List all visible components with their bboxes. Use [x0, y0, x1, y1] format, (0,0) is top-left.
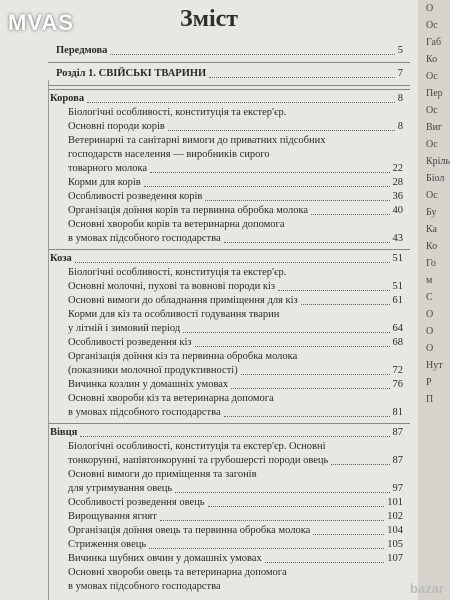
toc-entry [0, 510, 418, 524]
adjacent-page-fragment: Нут [426, 360, 443, 371]
toc-entry-title: Вичинка козлин у домашніх умовах [68, 379, 229, 390]
adjacent-page-fragment: О [426, 326, 434, 337]
dot-leader [265, 562, 384, 563]
toc-entry [0, 134, 418, 148]
adjacent-page-fragment: Бу [426, 207, 437, 218]
separator [48, 249, 410, 250]
dot-leader [311, 214, 390, 215]
toc-entry-page: 105 [387, 539, 403, 550]
toc-entry-title: Біологічні особливості, конституція та екстер'єр. [68, 267, 287, 278]
adjacent-page-fragment: Габ [426, 37, 442, 48]
toc-entry-title: Основні вимоги до приміщення та загонів [68, 469, 257, 480]
dot-leader [168, 130, 395, 131]
toc-entry-title: Вирощування ягнят [68, 511, 157, 522]
toc-entry-title: Організація доїння кіз та первинна обробка молока [68, 351, 298, 362]
adjacent-page-fragment: Ос [426, 71, 438, 82]
toc-entry [0, 294, 418, 308]
dot-leader [331, 464, 390, 465]
dot-leader [149, 548, 384, 549]
toc-entry-title: Основні вимоги до обладнання приміщення для кіз [68, 295, 298, 306]
dot-leader [150, 172, 390, 173]
toc-entry [0, 252, 418, 266]
dot-leader [224, 242, 390, 243]
toc-entry-page: 8 [397, 121, 403, 132]
dot-leader [205, 200, 390, 201]
toc-entry-page: 101 [387, 497, 403, 508]
toc-entry-title: Ветеринарні та санітарні вимоги до приватних підсобних [68, 135, 326, 146]
dot-leader [110, 54, 395, 55]
toc-entry [0, 232, 418, 246]
toc-entry-title: Основні молочні, пухові та вовнові породи кіз [68, 281, 276, 292]
adjacent-page-fragment: Кріль [426, 156, 450, 167]
toc-entry [0, 218, 418, 232]
adjacent-page-fragment: Пер [426, 88, 443, 99]
dot-leader [231, 388, 390, 389]
toc-entry-title: Корова [50, 93, 85, 104]
page-title: Зміст [179, 6, 239, 32]
toc-entry [0, 566, 418, 580]
dot-leader [195, 346, 390, 347]
separator [48, 62, 410, 63]
dot-leader [144, 186, 390, 187]
toc-entry-title: Основні породи корів [68, 121, 165, 132]
toc-entry-page: 76 [392, 379, 403, 390]
dot-leader [87, 102, 395, 103]
adjacent-page-fragment: О [426, 343, 434, 354]
adjacent-page-fragment: Ос [426, 105, 438, 116]
toc-entry [0, 468, 418, 482]
adjacent-page-fragment: Ко [426, 241, 438, 252]
toc-entry-title: Вичинка шубних овчин у домашніх умовах [68, 553, 262, 564]
dot-leader [241, 374, 390, 375]
toc-entry-title: Особливості розведення овець [68, 497, 205, 508]
toc-entry-title: Передмова [56, 45, 108, 56]
toc-entry-page: 61 [392, 295, 403, 306]
toc-entry-page: 102 [387, 511, 403, 522]
toc-entry [0, 552, 418, 566]
toc-entry [0, 482, 418, 496]
toc-entry-page: 51 [392, 281, 403, 292]
adjacent-page-fragment: Ос [426, 139, 438, 150]
toc-entry-title: Основні хвороби кіз та ветеринарна допомога [68, 393, 274, 404]
toc-entry-title: Організація доїння овець та первинна обробка молока [68, 525, 311, 536]
toc-entry-title: Біологічні особливості, конституція та екстер'єр. Основні [68, 441, 326, 452]
dot-leader [208, 506, 384, 507]
toc-entry [0, 266, 418, 280]
toc-entry-page: 107 [387, 553, 403, 564]
adjacent-page-fragment: Ос [426, 190, 438, 201]
toc-entry-page: 28 [392, 177, 403, 188]
toc-entry-title: Коза [50, 253, 72, 264]
toc-entry-page: 36 [392, 191, 403, 202]
toc-entry [0, 524, 418, 538]
toc-entry [0, 426, 418, 440]
separator [48, 89, 410, 90]
toc-entry-title: у літній і зимовий період [68, 323, 181, 334]
adjacent-page-fragment: О [426, 3, 434, 14]
toc-entry-title: в умовах підсобного господарства [68, 581, 221, 592]
toc-entry-title: господарств населення — виробників сирого [68, 149, 270, 160]
toc-entry-title: Біологічні особливості, конституція та екстер'єр. [68, 107, 287, 118]
dot-leader [160, 520, 384, 521]
toc-entry-page: 8 [397, 93, 403, 104]
toc-entry-page: 22 [392, 163, 403, 174]
adjacent-page [418, 0, 450, 600]
toc-entry-page: 40 [392, 205, 403, 216]
toc-entry-title: (показники молочної продуктивності) [68, 365, 238, 376]
toc-entry-page: 64 [392, 323, 403, 334]
adjacent-page-fragment: Го [426, 258, 436, 269]
dot-leader [75, 262, 390, 263]
toc-entry-title: Особливості розведення кіз [68, 337, 192, 348]
toc-entry [0, 280, 418, 294]
dot-leader [175, 492, 390, 493]
toc-entry-title: Особливості розведення корів [68, 191, 203, 202]
toc-entry-page: 72 [392, 365, 403, 376]
toc-entry-title: Розділ 1. СВІЙСЬКІ ТВАРИНИ [56, 68, 207, 79]
dot-leader [278, 290, 390, 291]
adjacent-page-fragment: Біол [426, 173, 445, 184]
toc-entry-title: Корми для корів [68, 177, 141, 188]
toc-entry [0, 322, 418, 336]
adjacent-page-fragment: Виг [426, 122, 443, 133]
dot-leader [313, 534, 384, 535]
toc-entry-page: 43 [392, 233, 403, 244]
toc-entry [0, 580, 418, 594]
separator [48, 85, 410, 86]
toc-entry-title: товарного молока [68, 163, 148, 174]
badge-logo: bazar [410, 581, 444, 596]
toc-entry-page: 97 [392, 483, 403, 494]
dot-leader [224, 416, 390, 417]
dot-leader [80, 436, 390, 437]
watermark: MVAS [8, 10, 74, 35]
toc-entry-title: Організація доїння корів та первинна обробка молока [68, 205, 309, 216]
table-of-contents [0, 44, 418, 594]
toc-entry [0, 350, 418, 364]
adjacent-page-fragment: С [426, 292, 433, 303]
dot-leader [183, 332, 390, 333]
separator [48, 423, 410, 424]
adjacent-page-fragment: м [426, 275, 433, 286]
toc-entry-page: 104 [387, 525, 403, 536]
toc-entry-title: в умовах підсобного господарства [68, 233, 221, 244]
toc-entry-page: 68 [392, 337, 403, 348]
toc-entry [0, 67, 418, 81]
toc-entry-title: Вівця [50, 427, 78, 438]
toc-entry-title: тонкорунні, напівтонкорунні та грубошерсті породи овець [68, 455, 329, 466]
toc-entry [0, 120, 418, 134]
dot-leader [301, 304, 390, 305]
toc-entry [0, 308, 418, 322]
adjacent-page-fragment: О [426, 309, 434, 320]
toc-entry [0, 190, 418, 204]
toc-entry [0, 162, 418, 176]
toc-entry [0, 496, 418, 510]
toc-entry [0, 364, 418, 378]
toc-entry [0, 406, 418, 420]
toc-entry [0, 454, 418, 468]
toc-entry [0, 106, 418, 120]
toc-entry-title: Основні хвороби корів та ветеринарна допомога [68, 219, 285, 230]
dot-leader [209, 77, 395, 78]
toc-entry [0, 176, 418, 190]
toc-entry [0, 148, 418, 162]
toc-entry [0, 204, 418, 218]
toc-entry-title: для утримування овець [68, 483, 173, 494]
toc-entry [0, 336, 418, 350]
toc-entry-title: Корми для кіз та особливості годування тварин [68, 309, 280, 320]
adjacent-page-fragment: Ка [426, 224, 437, 235]
toc-entry-page: 7 [397, 68, 403, 79]
adjacent-page-fragment: Ос [426, 20, 438, 31]
toc-entry [0, 378, 418, 392]
toc-entry [0, 92, 418, 106]
toc-entry [0, 538, 418, 552]
adjacent-page-fragment: П [426, 394, 434, 405]
adjacent-page-fragment: Р [426, 377, 432, 388]
toc-entry-title: в умовах підсобного господарства [68, 407, 221, 418]
toc-entry [0, 44, 418, 58]
toc-entry-title: Основні хвороби овець та ветеринарна допомога [68, 567, 287, 578]
toc-entry-page: 87 [392, 455, 403, 466]
toc-entry-page: 51 [392, 253, 403, 264]
toc-entry [0, 392, 418, 406]
toc-entry-page: 5 [397, 45, 403, 56]
adjacent-page-fragment: Ко [426, 54, 438, 65]
toc-entry-page: 87 [392, 427, 403, 438]
toc-entry-page: 81 [392, 407, 403, 418]
toc-entry-title: Стриження овець [68, 539, 147, 550]
toc-entry [0, 440, 418, 454]
